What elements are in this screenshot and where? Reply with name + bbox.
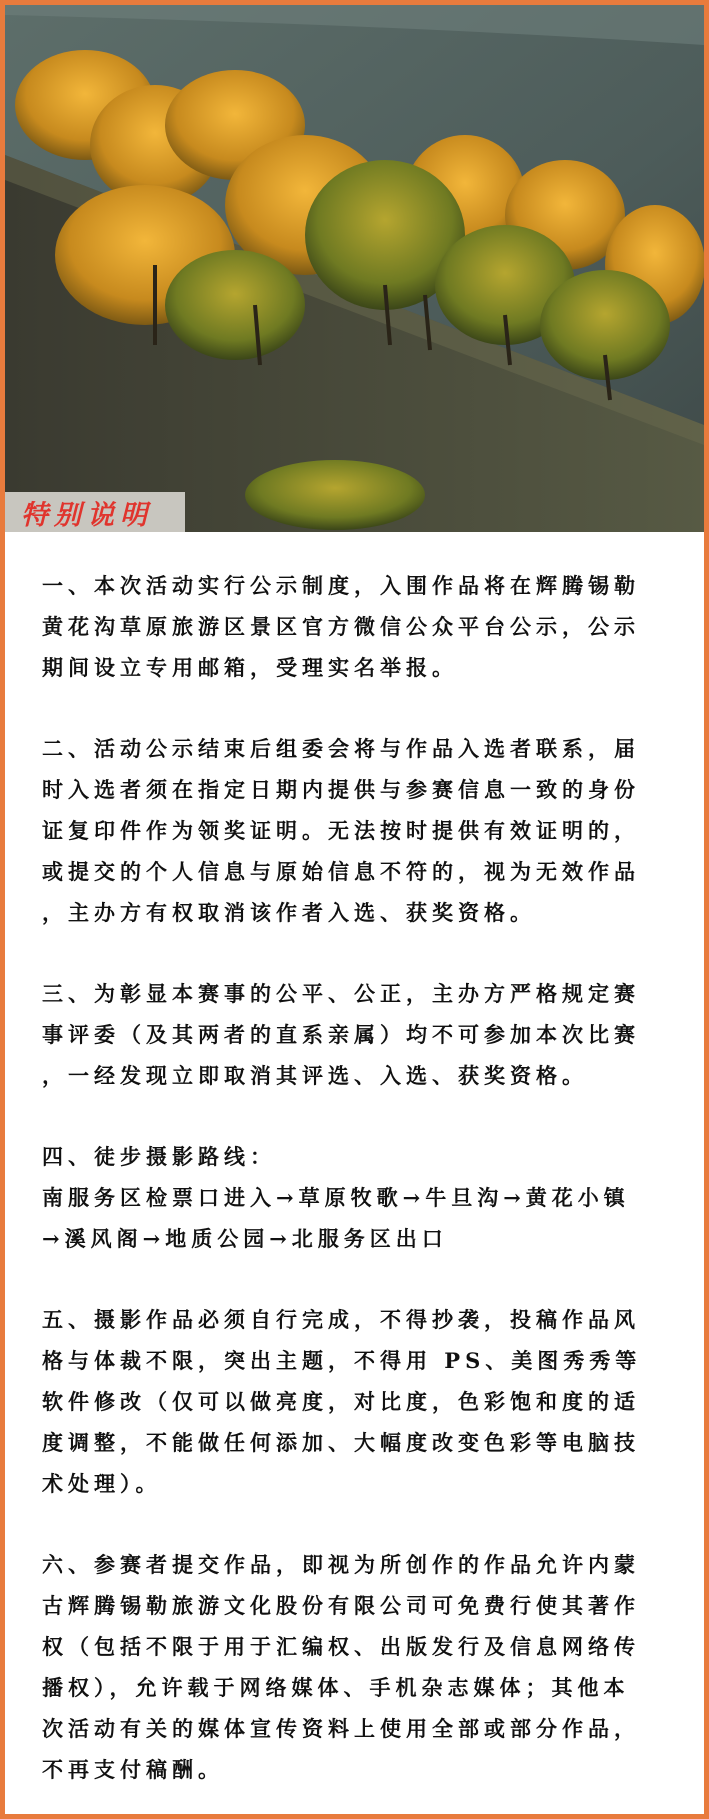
text-line: 播权），允许载于网络媒体、手机杂志媒体；其他本 (42, 1675, 630, 1700)
text-line: 南服务区检票口进入→草原牧歌→牛旦沟→黄花小镇 (42, 1185, 630, 1210)
notice-item-5 (42, 1299, 672, 1504)
notice-content (42, 565, 672, 1819)
text-line: ，一经发现立即取消其评选、入选、获奖资格。 (42, 1063, 588, 1088)
text-line: 五、摄影作品必须自行完成，不得抄袭，投稿作品风 (42, 1307, 640, 1332)
text-line: 期间设立专用邮箱，受理实名举报。 (42, 655, 458, 680)
notice-item-6 (42, 1544, 672, 1790)
text-line: 时入选者须在指定日期内提供与参赛信息一致的身份 (42, 777, 640, 802)
text-line: ，主办方有权取消该作者入选、获奖资格。 (42, 900, 536, 925)
text-line: 黄花沟草原旅游区景区官方微信公众平台公示，公示 (42, 614, 640, 639)
text-line: 一、本次活动实行公示制度，入围作品将在辉腾锡勒 (42, 573, 640, 598)
notice-item-4 (42, 1136, 672, 1259)
notice-item-1 (42, 565, 672, 688)
text-line: 格与体裁不限，突出主题，不得用 PS、美图秀秀等 (42, 1348, 642, 1373)
text-line: →溪风阁→地质公园→北服务区出口 (42, 1226, 448, 1251)
text-line: 或提交的个人信息与原始信息不符的，视为无效作品 (42, 859, 640, 884)
notice-item-3 (42, 973, 672, 1096)
text-line: 古辉腾锡勒旅游文化股份有限公司可免费行使其著作 (42, 1593, 640, 1618)
section-label (5, 492, 185, 532)
text-line: 不再支付稿酬。 (42, 1757, 224, 1782)
text-line: 术处理）。 (42, 1471, 162, 1496)
text-line: 证复印件作为领奖证明。无法按时提供有效证明的， (42, 818, 640, 843)
text-line: 四、徒步摄影路线： (42, 1144, 276, 1169)
section-label-text: 特别说明 (21, 499, 153, 531)
text-line: 三、为彰显本赛事的公平、公正，主办方严格规定赛 (42, 981, 640, 1006)
text-line: 六、参赛者提交作品，即视为所创作的作品允许内蒙 (42, 1552, 640, 1577)
hero-photo (5, 5, 704, 532)
text-line: 软件修改（仅可以做亮度，对比度，色彩饱和度的适 (42, 1389, 640, 1414)
text-line: 次活动有关的媒体宣传资料上使用全部或部分作品， (42, 1716, 640, 1741)
notice-item-2 (42, 728, 672, 933)
text-line: 度调整，不能做任何添加、大幅度改变色彩等电脑技 (42, 1430, 640, 1455)
text-line: 权（包括不限于用于汇编权、出版发行及信息网络传 (42, 1634, 640, 1659)
text-line: 事评委（及其两者的直系亲属）均不可参加本次比赛 (42, 1022, 640, 1047)
text-line: 二、活动公示结束后组委会将与作品入选者联系，届 (42, 736, 640, 761)
autumn-trees-photo (5, 5, 704, 532)
